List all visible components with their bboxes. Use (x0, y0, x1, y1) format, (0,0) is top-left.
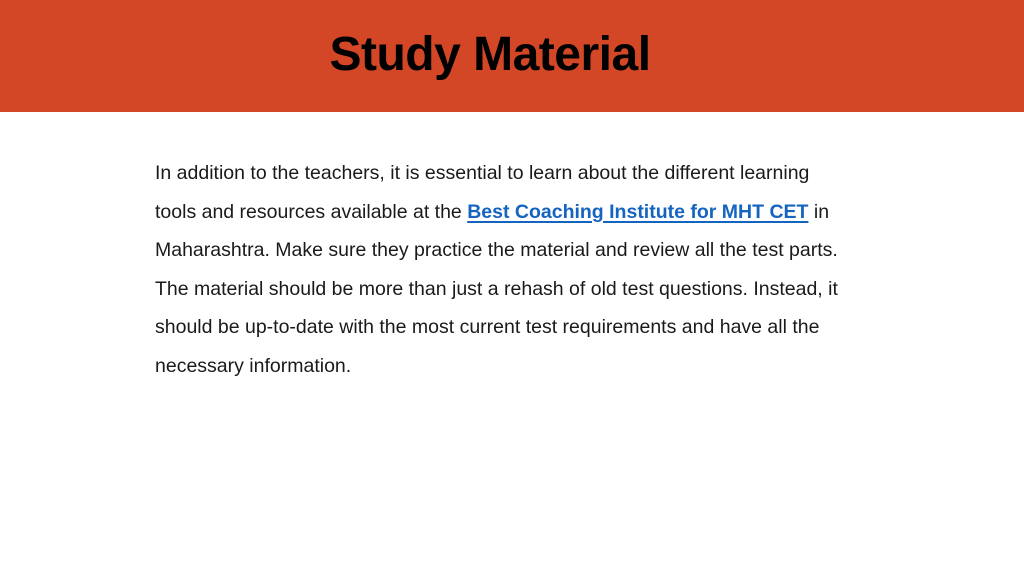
coaching-institute-link[interactable]: Best Coaching Institute for MHT CET (467, 200, 809, 223)
body-paragraph (155, 154, 855, 385)
slide-title: Study Material (329, 28, 651, 81)
paragraph-text-before: In addition to the teachers, it is essential to learn about the different learning tools and resources available at the (155, 162, 810, 223)
paragraph-text-after: in Maharashtra. Make sure they practice the material and review all the test parts. The material should be more than just a rehash of old test questions. Instead, it should be up-to-date with the most current test requirements and have all the necessary information. (155, 200, 838, 377)
header-band (0, 0, 1024, 112)
